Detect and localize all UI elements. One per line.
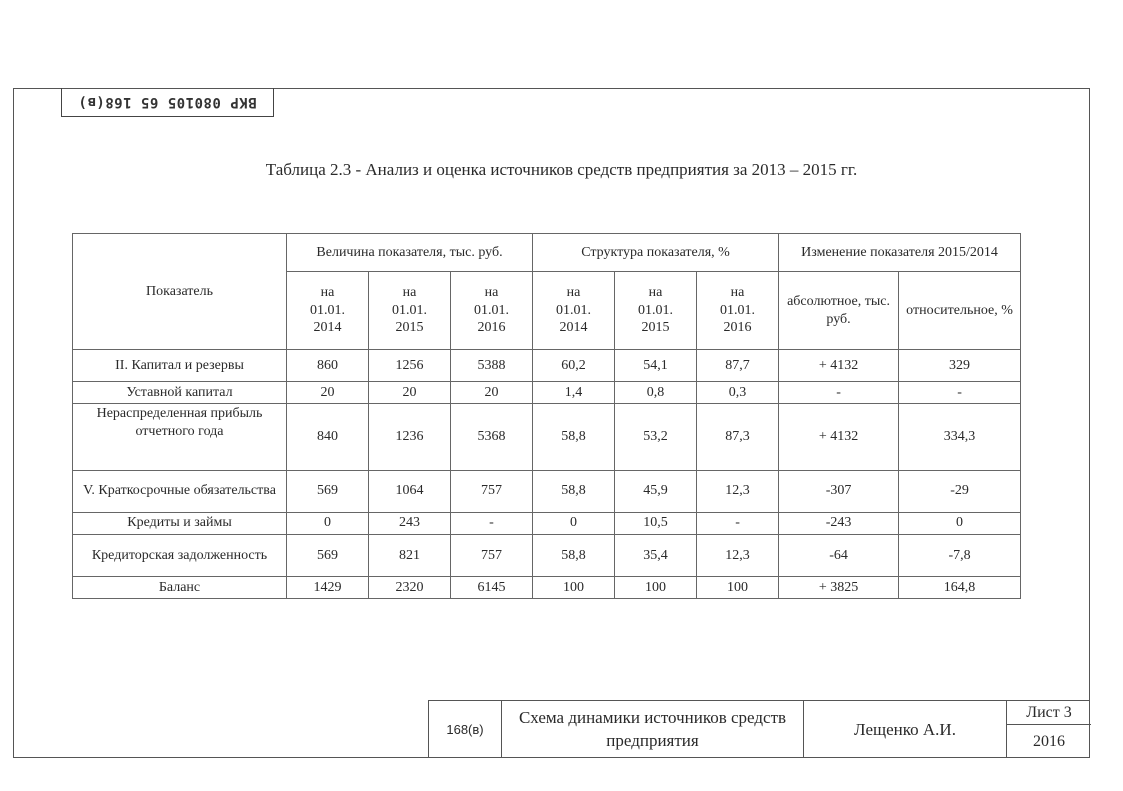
cell: + 3825 — [779, 576, 899, 598]
table-row — [73, 512, 1021, 534]
cell: - — [697, 512, 779, 534]
cell: 5388 — [451, 350, 533, 382]
cell: 757 — [451, 470, 533, 512]
title-block-name: Схема динамики источников средств предприятия — [502, 701, 804, 758]
document-stamp — [61, 88, 274, 117]
header-row-groups — [73, 234, 1021, 272]
cell: 87,7 — [697, 350, 779, 382]
cell: 1429 — [287, 576, 369, 598]
row-label: II. Капитал и резервы — [73, 350, 287, 382]
cell: 569 — [287, 534, 369, 576]
header-relative: относительное, % — [899, 272, 1021, 350]
cell: - — [451, 512, 533, 534]
row-label: Кредиты и займы — [73, 512, 287, 534]
cell: 1236 — [369, 404, 451, 470]
cell: 0,8 — [615, 382, 697, 404]
cell: 45,9 — [615, 470, 697, 512]
table-caption: Таблица 2.3 - Анализ и оценка источников средств предприятия за 2013 – 2015 гг. — [265, 160, 858, 179]
table-row — [73, 350, 1021, 382]
cell: 58,8 — [533, 470, 615, 512]
cell: 1256 — [369, 350, 451, 382]
cell: - — [899, 382, 1021, 404]
cell: 20 — [287, 382, 369, 404]
cell: 329 — [899, 350, 1021, 382]
cell: -64 — [779, 534, 899, 576]
cell: -29 — [899, 470, 1021, 512]
cell: 100 — [533, 576, 615, 598]
title-block — [428, 700, 1090, 758]
cell: 334,3 — [899, 404, 1021, 470]
row-label: V. Краткосрочные обязательства — [73, 470, 287, 512]
cell: 60,2 — [533, 350, 615, 382]
row-label: Нераспределенная прибыль отчетного года — [73, 404, 287, 470]
header-date: на 01.01. 2016 — [451, 272, 533, 350]
title-block-code: 168(в) — [429, 701, 502, 758]
header-group-structure: Структура показателя, % — [533, 234, 779, 272]
cell: 569 — [287, 470, 369, 512]
title-block-sheet: Лист 3 — [1007, 701, 1091, 725]
row-label: Кредиторская задолженность — [73, 534, 287, 576]
cell: 20 — [369, 382, 451, 404]
title-block-year: 2016 — [1033, 733, 1065, 750]
stamp-text: ВКР 080105 65 168(в) — [78, 94, 257, 110]
header-group-value: Величина показателя, тыс. руб. — [287, 234, 533, 272]
header-date: на 01.01. 2014 — [533, 272, 615, 350]
header-date: на 01.01. 2014 — [287, 272, 369, 350]
cell: 0,3 — [697, 382, 779, 404]
cell: 164,8 — [899, 576, 1021, 598]
cell: 58,8 — [533, 534, 615, 576]
table-row — [73, 404, 1021, 470]
cell: 243 — [369, 512, 451, 534]
cell: 0 — [533, 512, 615, 534]
header-indicator: Показатель — [73, 234, 287, 350]
cell: 2320 — [369, 576, 451, 598]
cell: 840 — [287, 404, 369, 470]
cell: 58,8 — [533, 404, 615, 470]
title-block-sheet-year — [1007, 701, 1091, 758]
cell: -7,8 — [899, 534, 1021, 576]
table-row — [73, 534, 1021, 576]
cell: 1064 — [369, 470, 451, 512]
cell: 87,3 — [697, 404, 779, 470]
cell: + 4132 — [779, 350, 899, 382]
cell: 100 — [697, 576, 779, 598]
cell: 12,3 — [697, 534, 779, 576]
cell: 10,5 — [615, 512, 697, 534]
cell: 6145 — [451, 576, 533, 598]
cell: 0 — [287, 512, 369, 534]
header-absolute: абсолютное, тыс. руб. — [779, 272, 899, 350]
cell: -307 — [779, 470, 899, 512]
table-row — [73, 576, 1021, 598]
cell: + 4132 — [779, 404, 899, 470]
cell: 53,2 — [615, 404, 697, 470]
cell: 20 — [451, 382, 533, 404]
title-block-author: Лещенко А.И. — [804, 701, 1007, 758]
header-group-change: Изменение показателя 2015/2014 — [779, 234, 1021, 272]
table-row — [73, 470, 1021, 512]
row-label: Уставной капитал — [73, 382, 287, 404]
header-date: на 01.01. 2015 — [369, 272, 451, 350]
cell: 860 — [287, 350, 369, 382]
cell: 821 — [369, 534, 451, 576]
cell: 100 — [615, 576, 697, 598]
cell: 0 — [899, 512, 1021, 534]
cell: - — [779, 382, 899, 404]
header-date: на 01.01. 2015 — [615, 272, 697, 350]
header-date: на 01.01. 2016 — [697, 272, 779, 350]
cell: 12,3 — [697, 470, 779, 512]
table-row — [73, 382, 1021, 404]
cell: 1,4 — [533, 382, 615, 404]
cell: 54,1 — [615, 350, 697, 382]
cell: -243 — [779, 512, 899, 534]
row-label: Баланс — [73, 576, 287, 598]
cell: 757 — [451, 534, 533, 576]
sources-table — [72, 233, 1021, 599]
cell: 5368 — [451, 404, 533, 470]
cell: 35,4 — [615, 534, 697, 576]
